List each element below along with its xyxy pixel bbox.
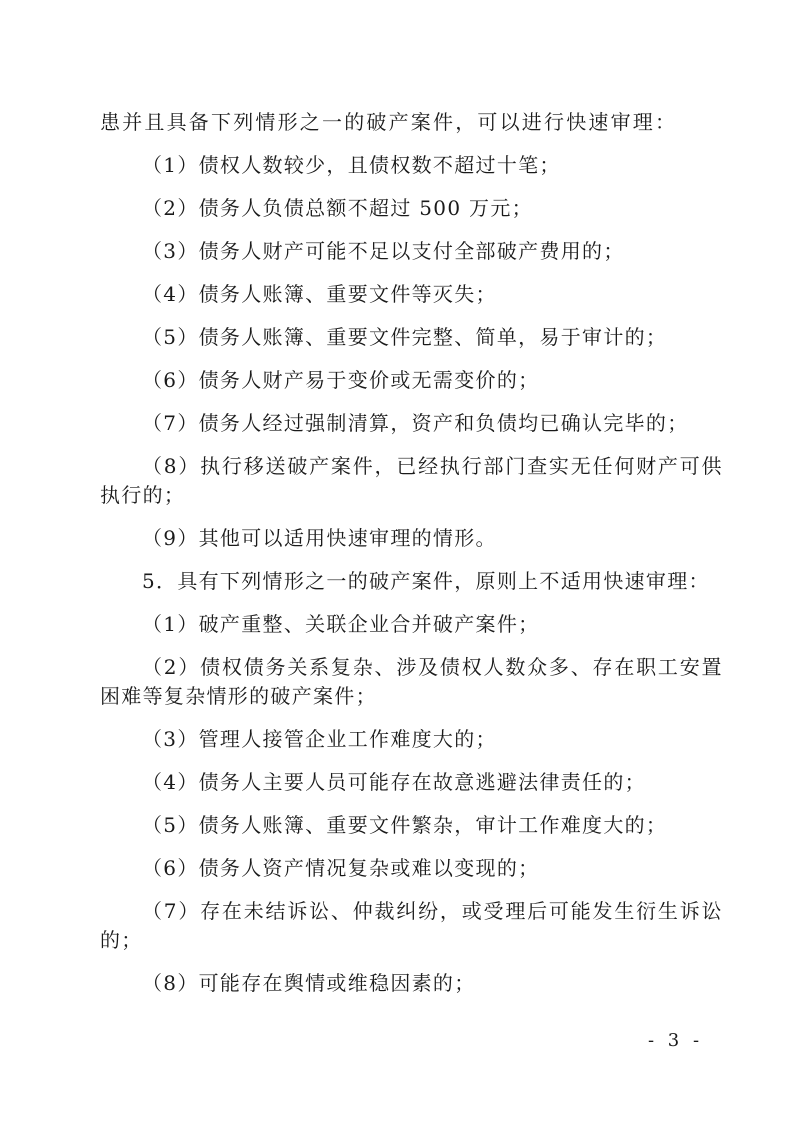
- section-5-item-2: （2）债权债务关系复杂、涉及债权人数众多、存在职工安置: [142, 655, 724, 679]
- section-5-item-6: （6）债务人资产情况复杂或难以变现的；: [142, 856, 540, 880]
- section-5-item-8: （8）可能存在舆情或维稳因素的；: [142, 971, 476, 995]
- section-5-item-7-continued: 的；: [100, 928, 143, 952]
- list-item-8-continued: 执行的；: [100, 483, 186, 507]
- section-5-item-2-continued: 困难等复杂情形的破产案件；: [100, 684, 377, 708]
- list-item-8: （8）执行移送破产案件，已经执行部门查实无任何财产可供: [142, 454, 724, 478]
- section-5-item-1: （1）破产重整、关联企业合并破产案件；: [142, 612, 540, 636]
- section-5-item-3: （3）管理人接管企业工作难度大的；: [142, 727, 497, 751]
- section-5-item-7: （7）存在未结诉讼、仲裁纠纷，或受理后可能发生衍生诉讼: [142, 899, 724, 923]
- page-number: - 3 -: [648, 1030, 704, 1051]
- list-item-1: （1）债权人数较少，且债权数不超过十笔；: [142, 153, 561, 177]
- list-item-9: （9）其他可以适用快速审理的情形。: [142, 526, 497, 550]
- list-item-6: （6）债务人财产易于变价或无需变价的；: [142, 368, 540, 392]
- section-5-item-4: （4）债务人主要人员可能存在故意逃避法律责任的；: [142, 770, 646, 794]
- list-item-7: （7）债务人经过强制清算，资产和负债均已确认完毕的；: [142, 411, 689, 435]
- text-line-continuation: 患并且具备下列情形之一的破产案件，可以进行快速审理：: [100, 110, 678, 134]
- list-item-3: （3）债务人财产可能不足以支付全部破产费用的；: [142, 239, 625, 263]
- section-5-item-5: （5）债务人账簿、重要文件繁杂，审计工作难度大的；: [142, 813, 668, 837]
- section-5-heading: 5．具有下列情形之一的破产案件，原则上不适用快速审理：: [142, 569, 710, 593]
- list-item-5: （5）债务人账簿、重要文件完整、简单，易于审计的；: [142, 325, 668, 349]
- list-item-2: （2）债务人负债总额不超过 500 万元；: [142, 196, 533, 220]
- list-item-4: （4）债务人账簿、重要文件等灭失；: [142, 282, 497, 306]
